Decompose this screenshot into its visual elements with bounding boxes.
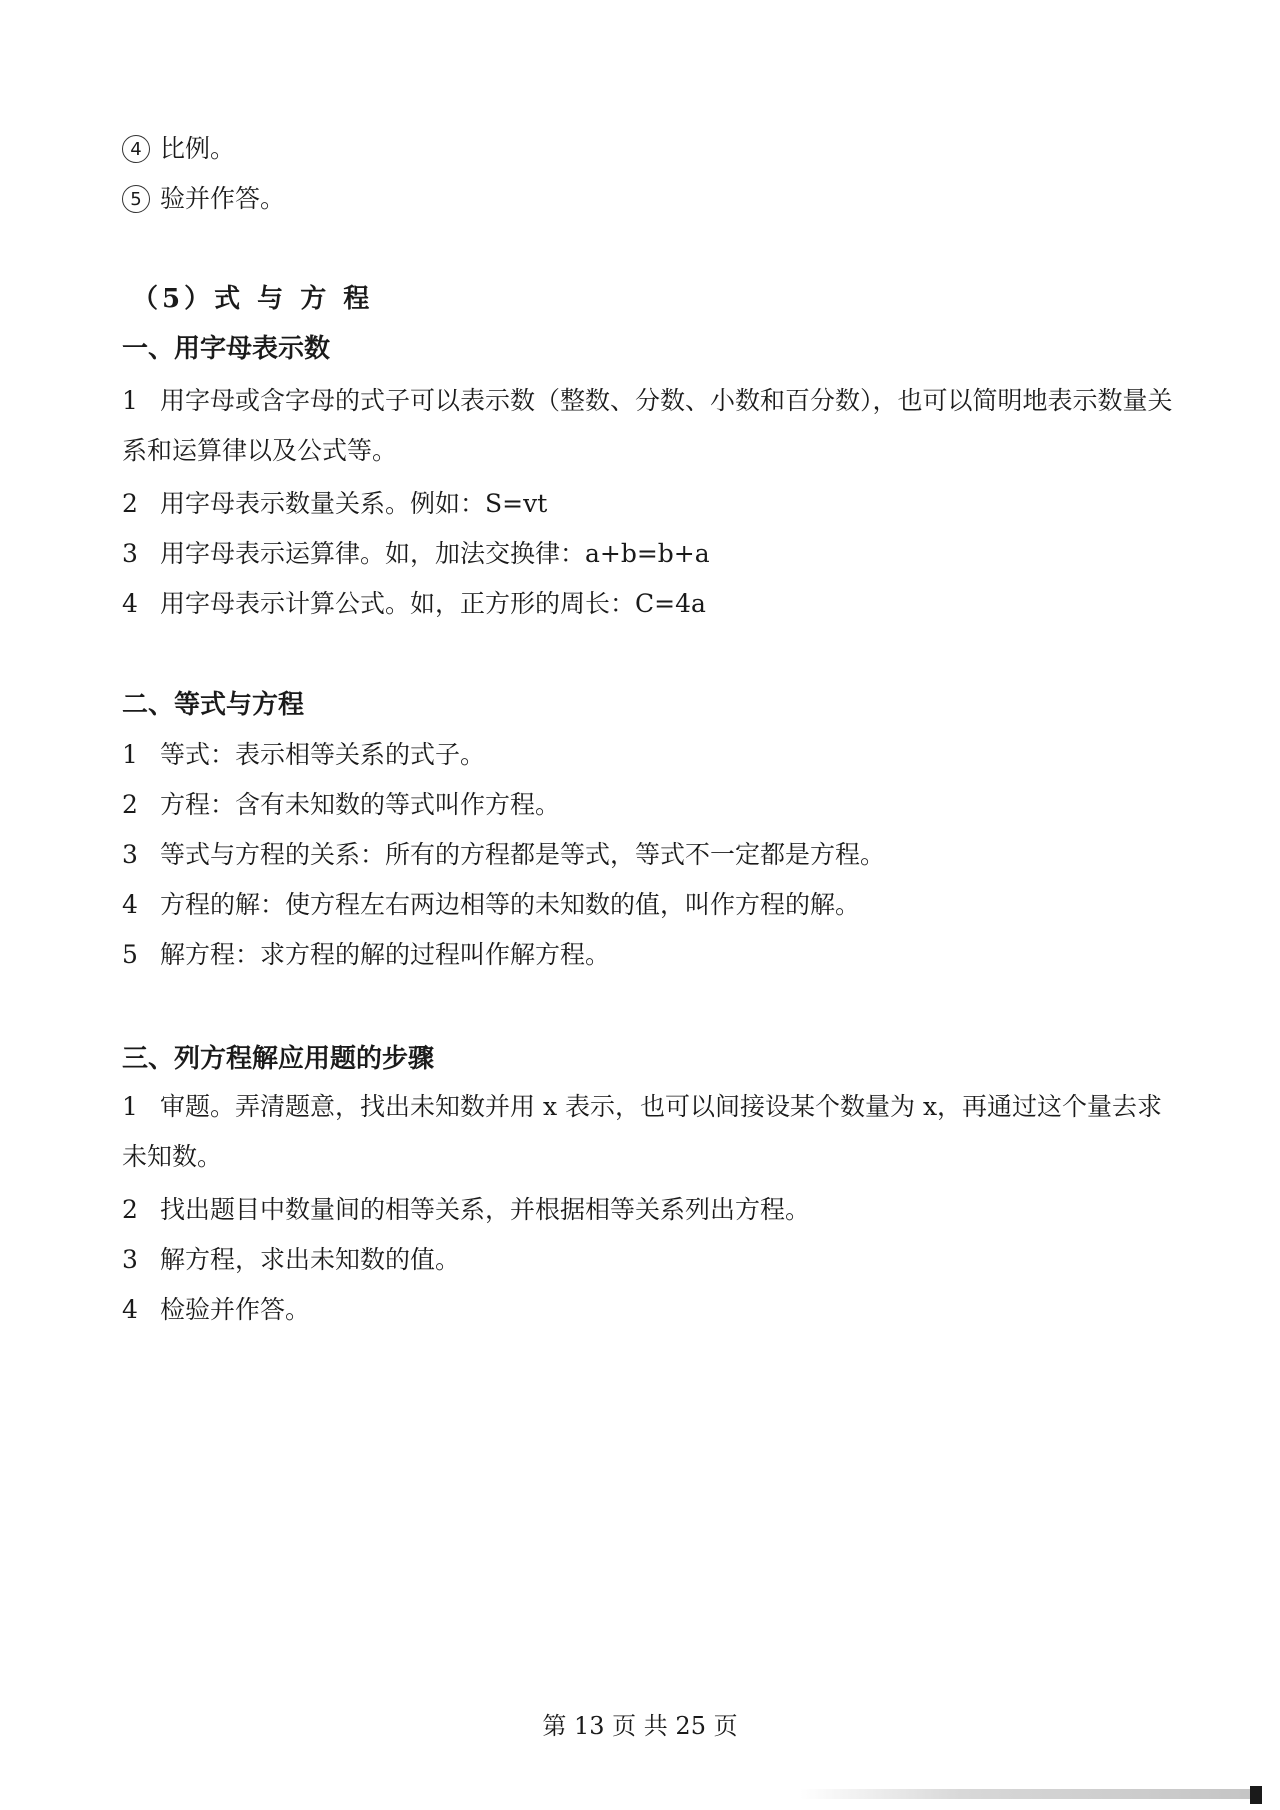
list-item (122, 1193, 1182, 1227)
scan-artifact-edge (1250, 1786, 1262, 1804)
item-text: 方程：含有未知数的等式叫作方程。 (160, 790, 561, 819)
circled-number: 5 (122, 185, 150, 213)
page-footer: 第 13 页 共 25 页 (542, 1712, 738, 1740)
scan-artifact (800, 1789, 1260, 1799)
item-text: 审题。弄清题意，找出未知数并用 x 表示，也可以间接设某个数量为 x，再通过这个量去求未知数。 (122, 1092, 1163, 1171)
item-text: 解方程，求出未知数的值。 (160, 1245, 461, 1274)
item-text: 用字母表示运算律。如，加法交换律：a+b=b+a (160, 539, 710, 568)
item-number: 2 (122, 489, 138, 518)
list-item (122, 1082, 1182, 1182)
list-item (122, 1243, 1182, 1277)
item-text: 等式与方程的关系：所有的方程都是等式，等式不一定都是方程。 (160, 840, 886, 869)
section-heading: 三、列方程解应用题的步骤 (122, 1044, 435, 1074)
item-text: 等式：表示相等关系的式子。 (160, 740, 486, 769)
item-text: 用字母或含字母的式子可以表示数（整数、分数、小数和百分数），也可以简明地表示数量关系和运算律以及公式等。 (122, 386, 1173, 465)
list-item (122, 788, 1182, 822)
list-item (122, 738, 1182, 772)
item-text: 用字母表示计算公式。如，正方形的周长：C=4a (160, 589, 706, 618)
section-heading: 二、等式与方程 (122, 690, 305, 720)
item-number: 3 (122, 539, 138, 568)
list-item (122, 587, 1182, 621)
item-number: 2 (122, 790, 138, 819)
step-text: 比例。 (160, 134, 236, 163)
section-heading: 一、用字母表示数 (122, 334, 331, 364)
item-number: 3 (122, 1245, 138, 1274)
item-number: 1 (122, 740, 138, 769)
step-item (122, 182, 1182, 216)
list-item (122, 938, 1182, 972)
item-number: 4 (122, 890, 138, 919)
list-item (122, 888, 1182, 922)
item-text: 方程的解：使方程左右两边相等的未知数的值，叫作方程的解。 (160, 890, 861, 919)
item-number: 1 (122, 386, 138, 415)
item-text: 检验并作答。 (160, 1295, 311, 1324)
chapter-title: （5）式 与 方 程 (132, 284, 374, 314)
item-number: 1 (122, 1092, 138, 1121)
item-number: 5 (122, 940, 138, 969)
list-item (122, 376, 1182, 476)
item-text: 用字母表示数量关系。例如：S=vt (160, 489, 548, 518)
list-item (122, 838, 1182, 872)
list-item (122, 1293, 1182, 1327)
step-item (122, 132, 1182, 166)
item-text: 找出题目中数量间的相等关系，并根据相等关系列出方程。 (160, 1195, 811, 1224)
circled-number: 4 (122, 135, 150, 163)
item-number: 4 (122, 1295, 138, 1324)
item-number: 4 (122, 589, 138, 618)
list-item (122, 537, 1182, 571)
list-item (122, 487, 1182, 521)
item-text: 解方程：求方程的解的过程叫作解方程。 (160, 940, 611, 969)
item-number: 3 (122, 840, 138, 869)
step-text: 验并作答。 (160, 184, 286, 213)
item-number: 2 (122, 1195, 138, 1224)
